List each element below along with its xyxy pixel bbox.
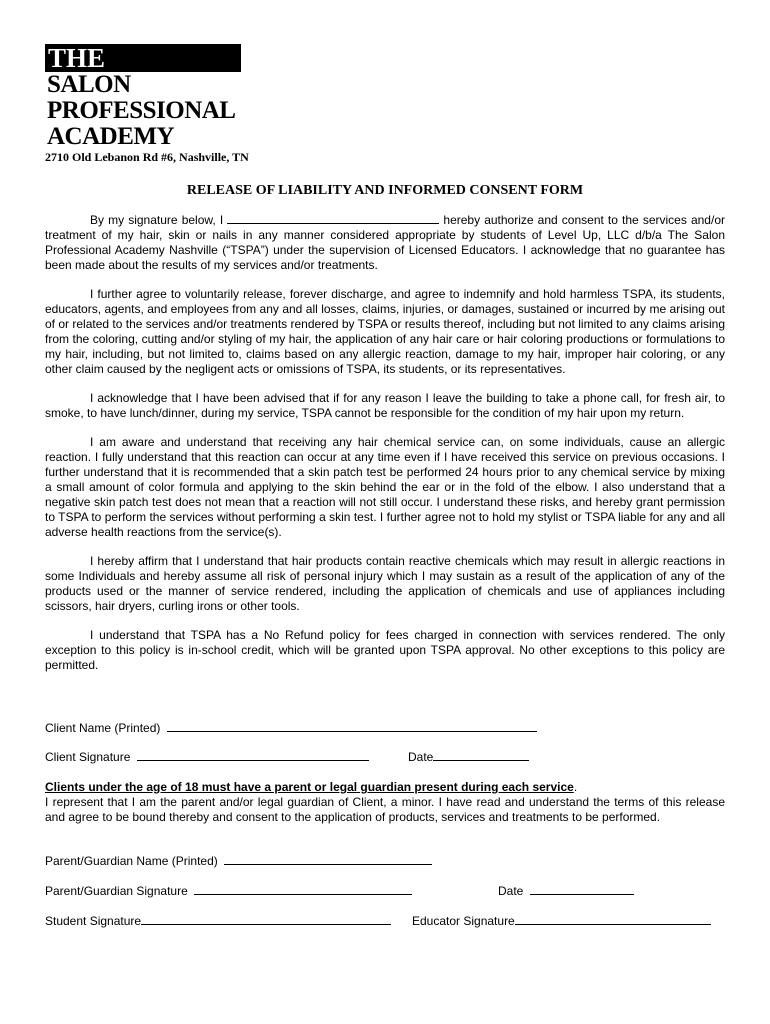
logo-the: THE bbox=[45, 44, 241, 72]
client-name-row bbox=[45, 720, 537, 736]
logo-academy: ACADEMY bbox=[47, 123, 175, 150]
academy-logo bbox=[45, 44, 245, 150]
paragraph-refund: I understand that TSPA has a No Refund policy for fees charged in connection with services rendered. The only exception to this policy is in-school credit, which will be granted upon TSPA approval. No other exceptions to this policy are permitted. bbox=[45, 628, 725, 672]
educator-signature-field[interactable] bbox=[515, 913, 711, 925]
logo-salon: SALON bbox=[47, 71, 131, 98]
form-body bbox=[45, 212, 725, 687]
parent-date-field[interactable] bbox=[530, 883, 634, 895]
parent-date-row bbox=[498, 883, 634, 899]
student-signature-row bbox=[45, 913, 391, 929]
minor-heading-line bbox=[45, 780, 725, 795]
client-date-row bbox=[408, 749, 529, 765]
client-date-label: Date bbox=[408, 750, 434, 764]
minor-heading: Clients under the age of 18 must have a parent or legal guardian present during each service bbox=[45, 780, 574, 794]
minor-heading-period: . bbox=[573, 780, 578, 794]
paragraph-allergy: I am aware and understand that receiving any hair chemical service can, on some individuals, cause an allergic reaction. I fully understand that this reaction can occur at any time even if I have received this service on previous occasions. I further understand that it is recommended that a skin patch test be performed 24 hours prior to any chemical service by mixing a small amount of color formula and applying to the skin behind the ear or in the fold of the elbow. I also understand that a negative skin patch test does not mean that a reaction will not still occur. I understand these risks, and hereby grant permission to TSPA to perform the services without performing a skin test. I further agree not to hold my stylist or TSPA liable for any and all adverse health reactions from the service(s). bbox=[45, 435, 725, 539]
minor-text: I represent that I am the parent and/or legal guardian of Client, a minor. I have read and understand the terms of this release and agree to be bound thereby and consent to the application of products, services and treatments to be performed. bbox=[45, 795, 725, 824]
student-signature-label: Student Signature bbox=[45, 914, 142, 928]
consent-text: hereby authorize and consent to the services and/or treatment of my hair, skin or nails in any manner considered appropriate by students of Level Up, LLC d/b/a The Salon Professional Academy Nashville (“TSPA”) under the supervision of Licensed Educators. I acknowledge that no guarantee has been made about the results of my services and/or treatments. bbox=[45, 213, 725, 272]
parent-date-label: Date bbox=[498, 884, 524, 898]
parent-signature-row bbox=[45, 883, 412, 899]
client-name-label: Client Name (Printed) bbox=[45, 721, 161, 735]
consent-intro: By my signature below, I bbox=[90, 213, 224, 227]
client-name-inline-field[interactable] bbox=[227, 212, 439, 224]
educator-signature-label: Educator Signature bbox=[412, 914, 515, 928]
parent-signature-label: Parent/Guardian Signature bbox=[45, 884, 188, 898]
address: 2710 Old Lebanon Rd #6, Nashville, TN bbox=[45, 150, 249, 164]
client-name-field[interactable] bbox=[167, 720, 537, 732]
client-signature-row bbox=[45, 749, 369, 765]
parent-signature-field[interactable] bbox=[194, 883, 412, 895]
educator-signature-row bbox=[412, 913, 711, 929]
minor-consent-block bbox=[45, 780, 725, 825]
paragraph-release: I further agree to voluntarily release, forever discharge, and agree to indemnify and hold harmless TSPA, its students, educators, agents, and employees from any and all losses, claims, injuries, or damages, sustained or incurred by me arising out of or related to the services and/or treatments rendered by TSPA or results thereof, including but not limited to any claims arising from the coloring, cutting and/or styling of my hair, the application of any hair care or hair coloring productions or formulations to my hair, including, but not limited to, claims based on any allergic reaction, damage to my hair, improper hair coloring, or any other claim caused by the negligent acts or omissions of TSPA, its students, or its representatives. bbox=[45, 287, 725, 376]
parent-name-row bbox=[45, 853, 432, 869]
paragraph-affirm: I hereby affirm that I understand that hair products contain reactive chemicals which may result in allergic reactions in some Individuals and hereby assume all risk of personal injury which I may sustain as a result of the application of any of the products used or the manner of service rendered, including the application of chemicals and use of appliances including scissors, hair dryers, curling irons or other tools. bbox=[45, 554, 725, 613]
form-title: RELEASE OF LIABILITY AND INFORMED CONSENT FORM bbox=[186, 183, 584, 198]
paragraph-consent bbox=[45, 212, 725, 273]
logo-professional: PROFESSIONAL bbox=[47, 97, 236, 124]
student-signature-field[interactable] bbox=[141, 913, 391, 925]
client-date-field[interactable] bbox=[433, 749, 529, 761]
parent-name-field[interactable] bbox=[224, 853, 432, 865]
paragraph-acknowledge: I acknowledge that I have been advised that if for any reason I leave the building to take a phone call, for fresh air, to smoke, to have lunch/dinner, during my service, TSPA cannot be responsible for the condition of my hair upon my return. bbox=[45, 391, 725, 420]
client-signature-field[interactable] bbox=[137, 749, 369, 761]
client-signature-label: Client Signature bbox=[45, 750, 131, 764]
parent-name-label: Parent/Guardian Name (Printed) bbox=[45, 854, 218, 868]
